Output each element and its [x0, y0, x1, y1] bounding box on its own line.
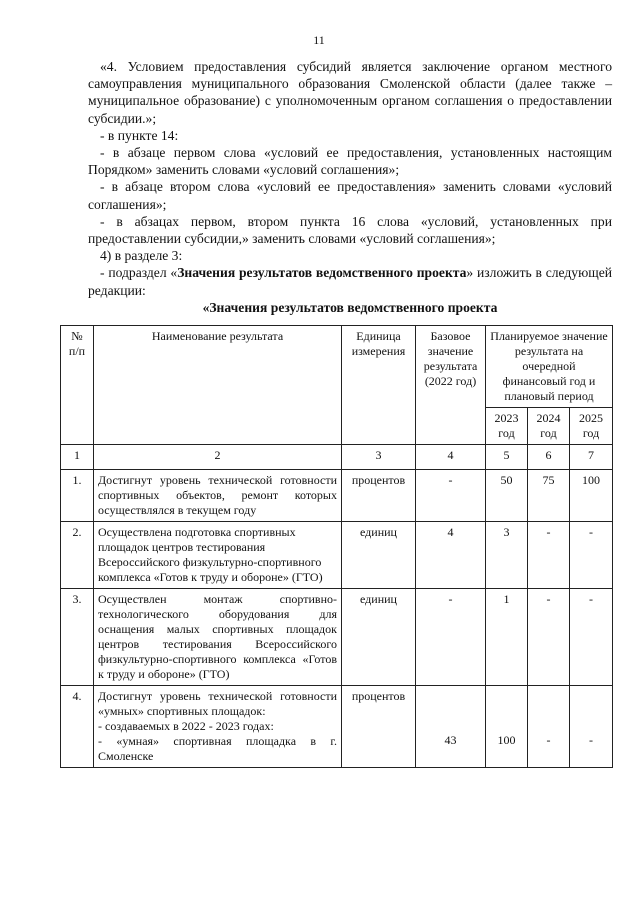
row-name-subitem: - создаваемых в 2022 - 2023 годах: [98, 719, 274, 733]
row-num: 4. [61, 686, 94, 768]
paragraph-1: «4. Условием предоставления субсидий является заключение органом местного самоуправления муниципального образования Смоленской области (далее также – муниципальное образование) с уполномоченным органом соглашения о предоставлении субсидии.»; [88, 59, 612, 126]
subsection-paragraph [88, 264, 612, 298]
table-row [61, 522, 613, 589]
row-name-cell [94, 686, 342, 768]
page-number: 11 [313, 33, 325, 47]
row-2023: 100 [497, 733, 516, 747]
row-2025: 100 [570, 470, 613, 522]
row-base: 4 [416, 522, 486, 589]
row-name: Достигнут уровень технической готовности «умных» спортивных площадок: [98, 689, 337, 718]
col-number: 2 [94, 445, 342, 470]
row-2024-cell [528, 686, 570, 768]
row-base-cell [416, 686, 486, 768]
row-base: 43 [444, 733, 457, 747]
header-year-2024: 2024 год [528, 408, 570, 445]
results-table [60, 325, 613, 768]
header-unit: Единица измерения [342, 326, 416, 445]
column-numbers-row [61, 445, 613, 470]
col-number: 1 [61, 445, 94, 470]
row-name-subitem: - «умная» спортивная площадка в г. Смоленске [98, 734, 337, 763]
row-2024: - [546, 733, 551, 747]
subsection-prefix: - подраздел « [100, 265, 178, 281]
col-number: 3 [342, 445, 416, 470]
header-name: Наименование результата [94, 326, 342, 445]
row-2023: 3 [486, 522, 528, 589]
row-base: - [416, 589, 486, 686]
row-2023: 1 [486, 589, 528, 686]
row-unit: единиц [342, 522, 416, 589]
row-2025: - [570, 522, 613, 589]
row-unit: процентов [342, 686, 416, 768]
paragraph-4: - в абзаце втором слова «условий ее предоставления» заменить словами «условий соглашения»; [88, 179, 612, 212]
table-row [61, 589, 613, 686]
row-2024: - [528, 589, 570, 686]
subsection-suffix: » изложить в следующей редакции: [88, 265, 613, 298]
paragraph-6: 4) в разделе 3: [100, 248, 183, 264]
col-number: 5 [486, 445, 528, 470]
header-year-2023: 2023 год [486, 408, 528, 445]
table-row [61, 470, 613, 522]
row-unit: процентов [342, 470, 416, 522]
col-number: 7 [570, 445, 613, 470]
paragraph-2: - в пункте 14: [100, 127, 179, 143]
row-num: 3. [61, 589, 94, 686]
paragraph-3: - в абзаце первом слова «условий ее предоставления, установленных настоящим Порядком» заменить словами «условий соглашения»; [88, 145, 612, 178]
body-text [88, 58, 612, 316]
col-number: 4 [416, 445, 486, 470]
table-row [61, 686, 613, 768]
table-title: «Значения результатов ведомственного проекта [202, 299, 498, 315]
row-2024: - [528, 522, 570, 589]
header-planned: Планируемое значение результата на очередной финансовый год и плановый период [486, 326, 613, 408]
header-year-2025: 2025 год [570, 408, 613, 445]
row-2023-cell [486, 686, 528, 768]
row-2024: 75 [528, 470, 570, 522]
row-2025: - [589, 733, 593, 747]
row-name: Достигнут уровень технической готовности спортивных объектов, ремонт которых осуществлялся в текущем году [94, 470, 342, 522]
row-unit: единиц [342, 589, 416, 686]
subsection-bold-title: Значения результатов ведомственного проекта [177, 265, 467, 281]
col-number: 6 [528, 445, 570, 470]
row-name: Осуществлен монтаж спортивно-технологического оборудования для оснащения малых спортивных площадок центров тестирования Всероссийского физкультурно-спортивного комплекса «Готов к труду и обороне» (ГТО) [94, 589, 342, 686]
table-header-row [61, 326, 613, 408]
row-name: Осуществлена подготовка спортивных площадок центров тестирования Всероссийского физкультурно-спортивного комплекса «Готов к труду и обороне» (ГТО) [94, 522, 342, 589]
header-base: Базовое значение результата (2022 год) [416, 326, 486, 445]
row-num: 2. [61, 522, 94, 589]
row-2025: - [570, 589, 613, 686]
row-2025-cell [570, 686, 613, 768]
row-2023: 50 [486, 470, 528, 522]
row-base: - [416, 470, 486, 522]
row-num: 1. [61, 470, 94, 522]
header-num: № п/п [61, 326, 94, 445]
paragraph-5: - в абзацах первом, втором пункта 16 слова «условий, установленных при предоставлении субсидии,» заменить словами «условий соглашения»; [88, 213, 612, 247]
